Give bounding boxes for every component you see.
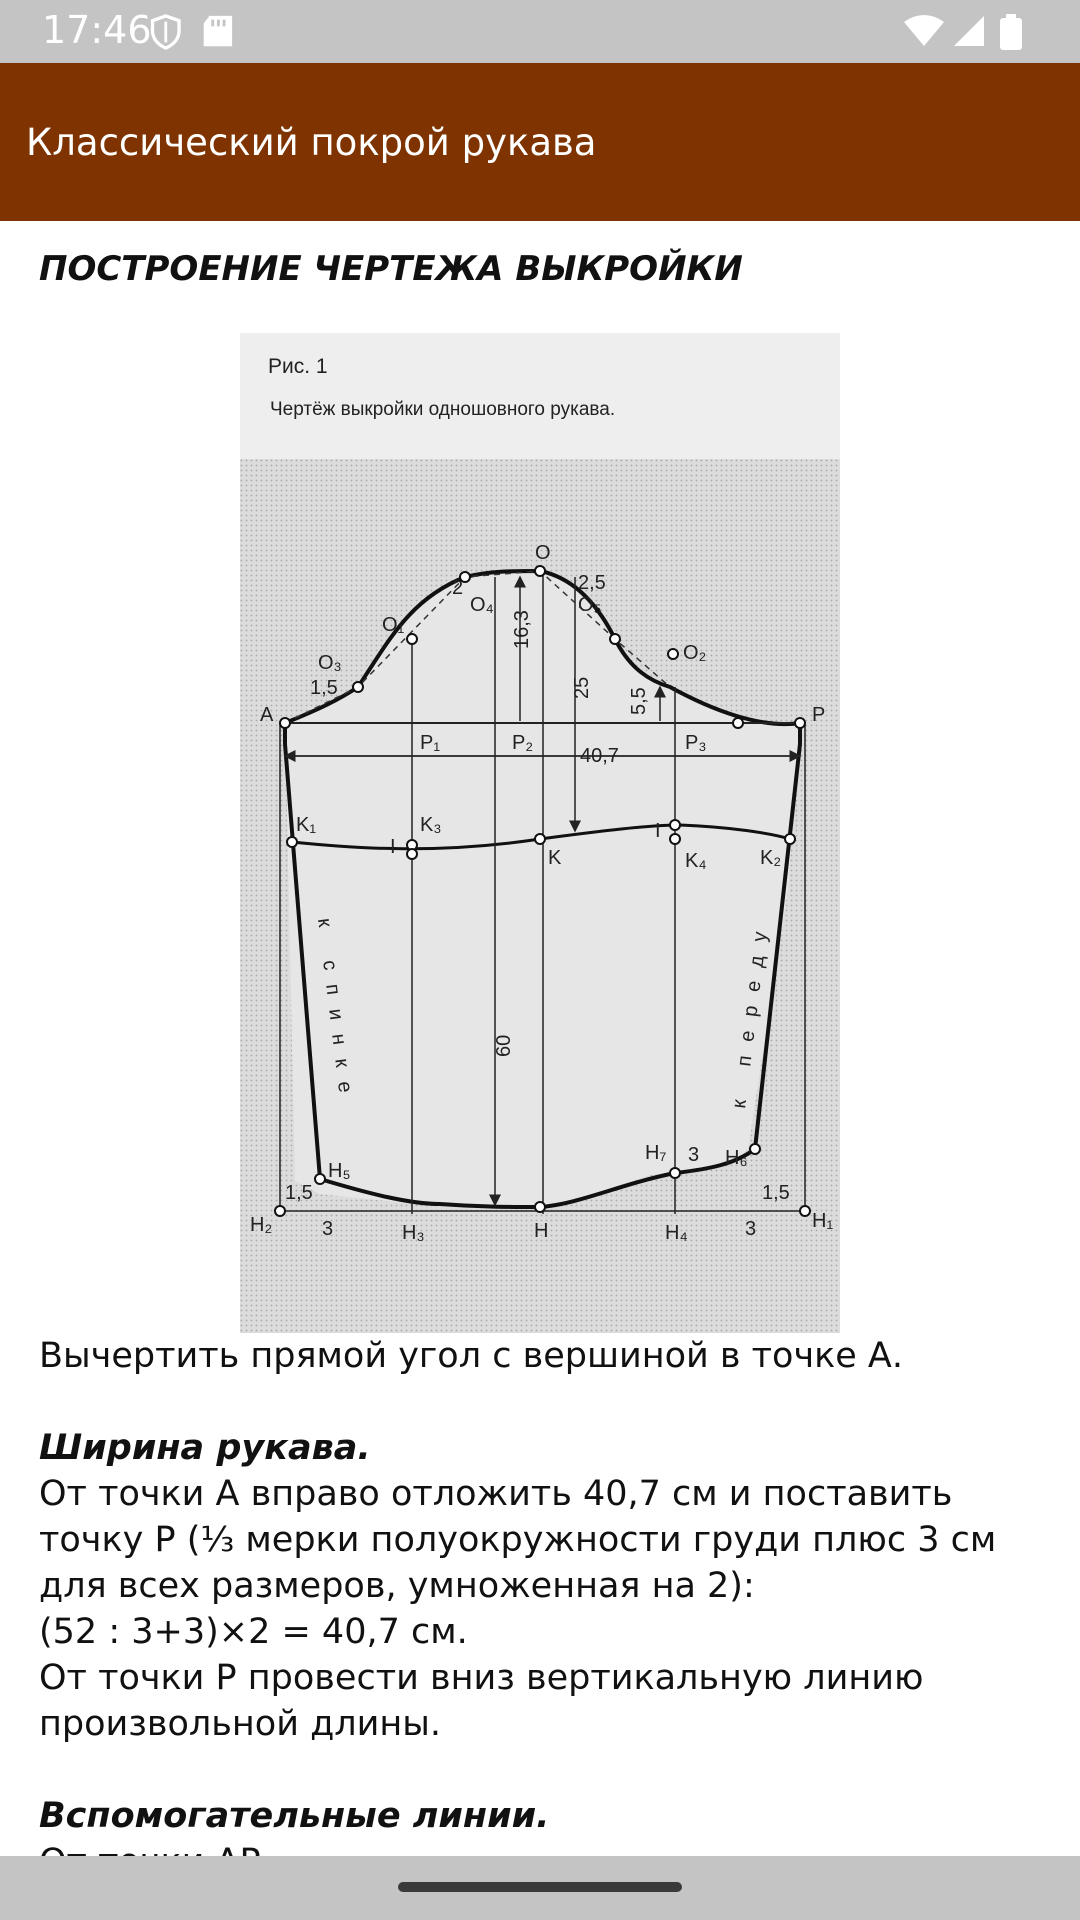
status-bar bbox=[0, 0, 1080, 63]
text-line: точку Р (⅓ мерки полуокружности груди плюс 3 см bbox=[39, 1520, 997, 1560]
label-P: P bbox=[812, 704, 826, 726]
label-dim-3-right: 3 bbox=[745, 1218, 757, 1240]
shield-icon bbox=[153, 16, 180, 48]
figure-caption: Чертёж выкройки одношовного рукава. bbox=[270, 399, 616, 420]
text-line: От точки А вправо отложить 40,7 см и поставить bbox=[39, 1474, 953, 1514]
label-dim-40-7: 40,7 bbox=[580, 745, 619, 767]
label-H1: H₁ bbox=[812, 1210, 834, 1232]
label-P3: P₃ bbox=[685, 732, 707, 754]
instruction-paragraph-2 bbox=[39, 1425, 1049, 1747]
figure-caption-area bbox=[240, 333, 840, 459]
label-dim-16-3: 16,3 bbox=[511, 610, 533, 649]
app-title: Классический покрой рукава bbox=[26, 121, 597, 164]
label-P1: P₁ bbox=[420, 732, 441, 754]
text-line: Вычертить прямой угол с вершиной в точке А. bbox=[39, 1336, 903, 1376]
status-right-icons bbox=[902, 14, 1042, 50]
status-time: 17:46 bbox=[42, 8, 152, 52]
label-H5: H₅ bbox=[328, 1160, 351, 1182]
label-dim-1-5-left: 1,5 bbox=[285, 1182, 313, 1204]
label-front-side: к переду bbox=[728, 916, 774, 1110]
label-dim-5-5: 5,5 bbox=[628, 687, 650, 715]
label-H6: H₆ bbox=[725, 1147, 748, 1169]
subheading-auxiliary-lines: Вспомогательные линии. bbox=[39, 1796, 550, 1836]
sleeve-pattern-figure bbox=[240, 333, 840, 1333]
text-line: для всех размеров, умноженная на 2): bbox=[39, 1566, 755, 1606]
label-K3: K₃ bbox=[420, 814, 442, 836]
battery-icon bbox=[1000, 14, 1022, 50]
label-K1: K₁ bbox=[296, 814, 317, 836]
figure-label: Рис. 1 bbox=[268, 355, 328, 378]
label-O3: O₃ bbox=[318, 652, 342, 674]
label-dim-3-left: 3 bbox=[322, 1218, 334, 1240]
label-H: H bbox=[534, 1220, 549, 1242]
label-P2: P₂ bbox=[512, 732, 534, 754]
label-O1: O₁ bbox=[382, 614, 405, 636]
label-K4: K₄ bbox=[685, 850, 707, 872]
label-H3: H₃ bbox=[402, 1222, 425, 1244]
label-H7: H₇ bbox=[645, 1142, 667, 1164]
label-H2: H₂ bbox=[250, 1214, 273, 1236]
section-heading: ПОСТРОЕНИЕ ЧЕРТЕЖА ВЫКРОЙКИ bbox=[39, 249, 743, 289]
text-line: произвольной длины. bbox=[39, 1704, 442, 1744]
status-left-icons bbox=[148, 14, 248, 50]
label-dim-1-5-top: 1,5 bbox=[310, 677, 338, 699]
label-dim-25: 25 bbox=[571, 676, 593, 699]
label-dim-3-right-top: 3 bbox=[688, 1144, 700, 1166]
pattern-drawing bbox=[240, 459, 840, 1333]
label-O: O bbox=[535, 542, 551, 564]
label-A: A bbox=[260, 704, 274, 726]
label-K2: K₂ bbox=[760, 847, 782, 869]
instruction-paragraph-1 bbox=[39, 1333, 1049, 1379]
label-I-left: I bbox=[390, 836, 396, 858]
sd-card-icon bbox=[204, 16, 232, 46]
label-O5: O₅ bbox=[578, 594, 602, 616]
wifi-icon bbox=[904, 15, 944, 46]
label-I-right: I bbox=[655, 820, 661, 842]
label-dim-2: 2 bbox=[452, 577, 464, 599]
text-line: От точки Р провести вниз вертикальную линию bbox=[39, 1658, 924, 1698]
home-gesture-handle[interactable] bbox=[398, 1882, 682, 1892]
cell-signal-icon bbox=[954, 16, 984, 46]
content-scroll-area[interactable] bbox=[0, 221, 1080, 1856]
label-dim-1-5-right: 1,5 bbox=[762, 1182, 790, 1204]
label-H4: H₄ bbox=[665, 1222, 688, 1244]
label-dim-2-5: 2,5 bbox=[578, 572, 606, 594]
label-back-side: к спинке bbox=[313, 916, 358, 1108]
label-K: K bbox=[548, 847, 562, 869]
label-O4: O₄ bbox=[470, 594, 494, 616]
label-dim-60: 60 bbox=[493, 1034, 515, 1057]
app-bar bbox=[0, 63, 1080, 221]
text-line: (52 : 3+3)×2 = 40,7 см. bbox=[39, 1612, 468, 1652]
subheading-sleeve-width: Ширина рукава. bbox=[39, 1428, 371, 1468]
label-O2: O₂ bbox=[683, 642, 707, 664]
